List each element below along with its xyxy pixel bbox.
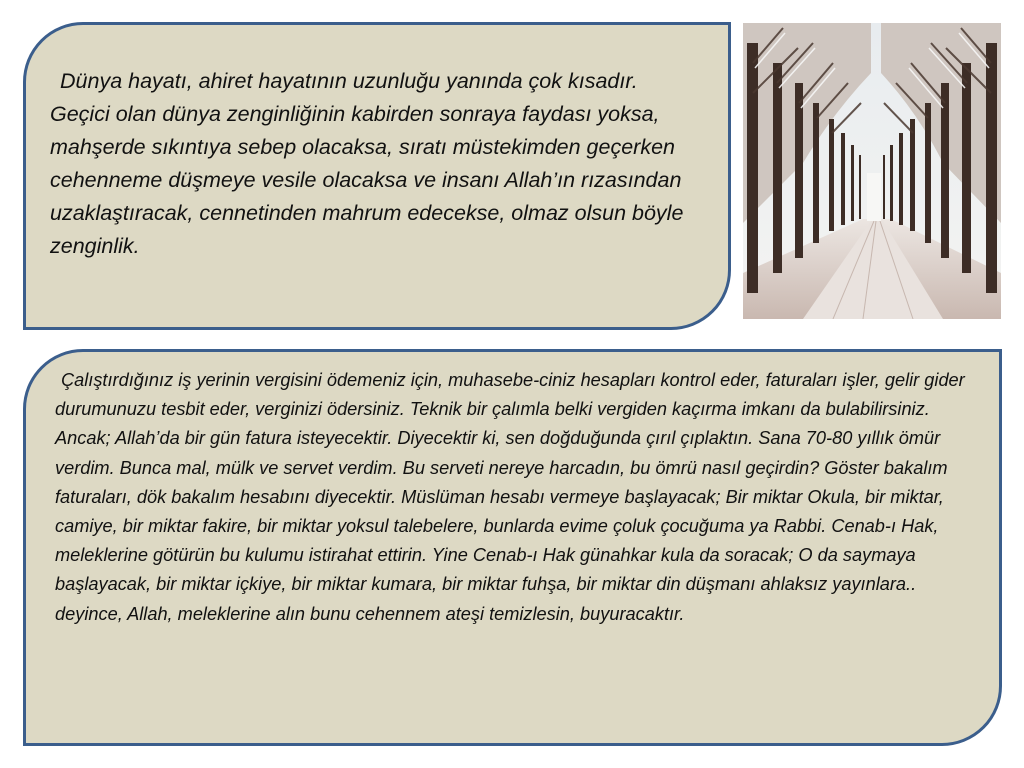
bottom-panel-text: Çalıştırdığınız iş yerinin vergisini ödemeniz için, muhasebe-ciniz hesapları kontrol eder, faturaları işler, gelir gider durumunuzu tesbit eder, verginizi ödersiniz. Teknik bir çalımla belki vergiden kaçırma imkanı da bulabilirsiniz. Ancak; Allah’da bir gün fatura isteyecektir. Diyecektir ki, sen doğduğunda çırıl çıplaktın. Sana 70-80 yıllık ömür verdim. Bunca mal, mülk ve servet verdim. Bu serveti nereye harcadın, bu ömrü nasıl geçirdin? Göster bakalım faturaları, dök bakalım hesabını diyecektir. Müslüman hesabı vermeye başlayacak; Bir miktar Okula, bir miktar, camiye, bir miktar fakire, bir miktar yoksul talebelere, bunlarda evime çoluk çocuğuma ya Rabbi. Cenab-ı Hak, meleklerine götürün bu kulumu istirahat ettirin. Yine Cenab-ı Hak günahkar kula da soracak; O da saymaya başlayacak, bir miktar içkiye, bir miktar kumara, bir miktar fuhşa, bir miktar din düşmanı ahlaksız yayınlara.. deyince, Allah, meleklerine alın bunu cehennem ateşi temizlesin, buyuracaktır. [55,370,965,624]
bottom-text-panel [23,349,1002,746]
top-panel-text: Dünya hayatı, ahiret hayatının uzunluğu yanında çok kısadır. Geçici olan dünya zenginliğinin kabirden sonraya faydası yoksa, mahşerde sıkıntıya sebep olacaksa, sıratı müstekimden geçerken cehenneme düşmeye vesile olacaksa ve insanı Allah’ın rızasından uzaklaştıracak, cennetinden mahrum edecekse, olmaz olsun böyle zenginlik. [50,69,684,258]
top-text-panel [23,22,731,330]
snowy-tree-avenue-photo [743,23,1001,319]
